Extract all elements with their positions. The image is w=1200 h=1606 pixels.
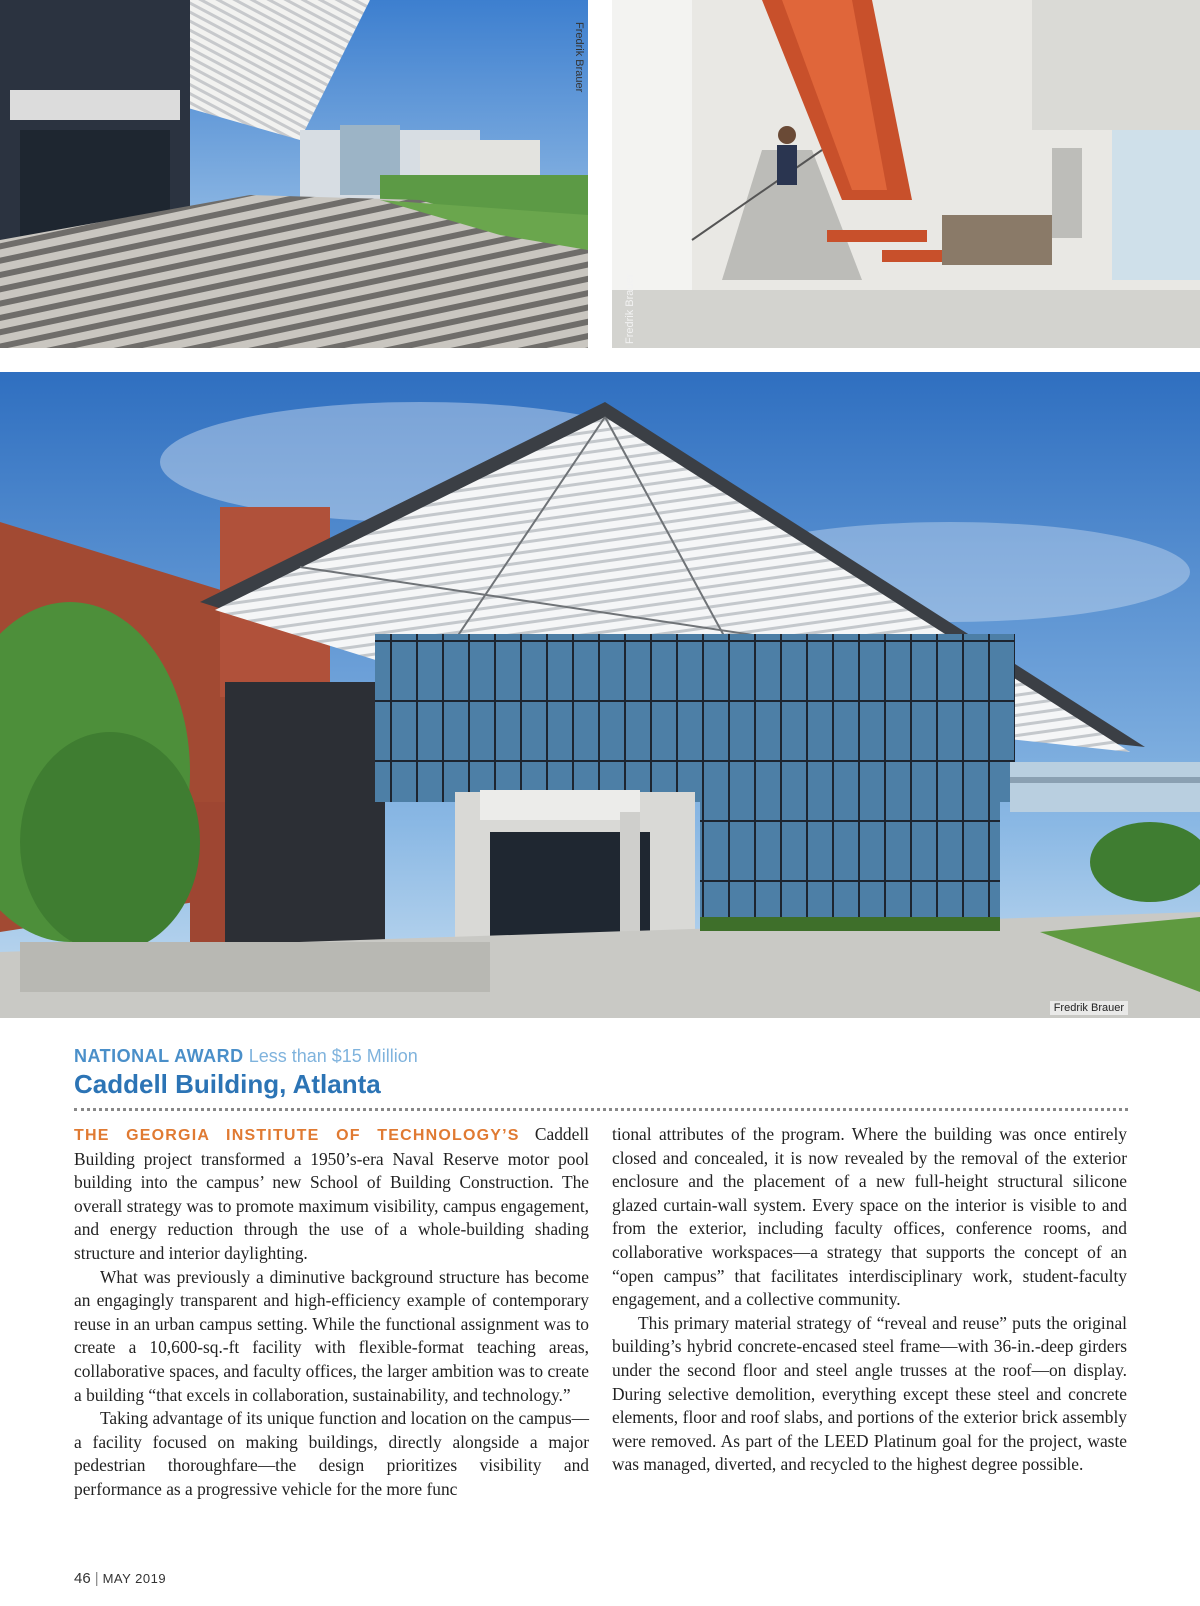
photo-caddell-building-image	[0, 372, 1200, 1018]
issue-date: MAY 2019	[102, 1571, 167, 1586]
article-paragraph-3-continued	[612, 1123, 1127, 1312]
award-kicker	[74, 1044, 1128, 1068]
award-category: Less than $15 Million	[248, 1046, 418, 1066]
photo-interior-stair	[612, 0, 1200, 348]
page-folio	[74, 1570, 166, 1587]
article-header	[74, 1044, 1128, 1100]
article-title: Caddell Building, Atlanta	[74, 1069, 381, 1099]
dotted-divider	[74, 1108, 1128, 1111]
photo-credit-top-left: Fredrik Brauer	[573, 22, 585, 93]
article-column-left	[74, 1123, 589, 1502]
page-number: 46	[74, 1570, 91, 1587]
article-paragraph-2: What was previously a diminutive background structure has become an engagingly transparent and high-efficiency example of contemporary reuse in an urban campus setting. While the functional assignment was to create a 10,600-sq.-ft facility with flexible-format teaching areas, collaborative spaces, and faculty offices, the larger ambition was to create a building “that excels in collaboration, sustainability, and technology.”	[74, 1266, 589, 1405]
article-lead-in: THE GEORGIA INSTITUTE OF TECHNOLOGY’S	[74, 1127, 520, 1144]
article-paragraph-3-part-b: tional attributes of the program. Where the building was once entirely closed and concealed, it is now revealed by the removal of the exterior enclosure and the placement of a new full-height structural silicone glazed curtain-wall system. Every space on the interior is visible to and from the exterior, including faculty offices, conference rooms, and collaborative workspaces—a strategy that supports the concept of an “open campus” that facilitates interdisciplinary work, student-faculty engagement, and a collective community.	[612, 1124, 1127, 1310]
article-paragraph-3	[74, 1407, 589, 1501]
award-label: NATIONAL AWARD	[74, 1046, 244, 1066]
article-column-right	[612, 1123, 1127, 1477]
photo-caddell-building	[0, 372, 1200, 1018]
photo-exterior-walkway-image	[0, 0, 588, 348]
folio-separator: |	[94, 1570, 99, 1587]
article-paragraph-1	[74, 1123, 589, 1266]
photo-credit-top-right: Fredrik Brauer	[624, 273, 636, 344]
article-paragraph-4: This primary material strategy of “reveal and reuse” puts the original building’s hybrid concrete-encased steel frame—with 36-in.-deep girders under the second floor and steel angle trusses at the roof—on display. During selective demolition, everything except these steel and concrete elements, floor and roof slabs, and portions of the exterior brick assembly were removed. As part of the LEED Platinum goal for the project, waste was managed, diverted, and recycled to the highest degree possible.	[612, 1312, 1127, 1475]
photo-credit-main: Fredrik Brauer	[1050, 1001, 1128, 1015]
photo-exterior-walkway	[0, 0, 588, 348]
photo-interior-stair-image	[612, 0, 1200, 348]
article-paragraph-1-text: Caddell Building project transformed a 1950’s-era Naval Reserve motor pool building into the campus’ new School of Building Construction. The overall strategy was to promote maximum visibility, campus engagement, and energy reduction through the use of a whole-building shading structure and interior daylighting.	[74, 1124, 589, 1263]
article-paragraph-3-part-a: Taking advantage of its unique function and location on the campus—a facility focused on making buildings, directly alongside a major pedestrian thoroughfare—the design prioritizes visibility and performance as a progressive vehicle for the more func	[74, 1408, 589, 1499]
